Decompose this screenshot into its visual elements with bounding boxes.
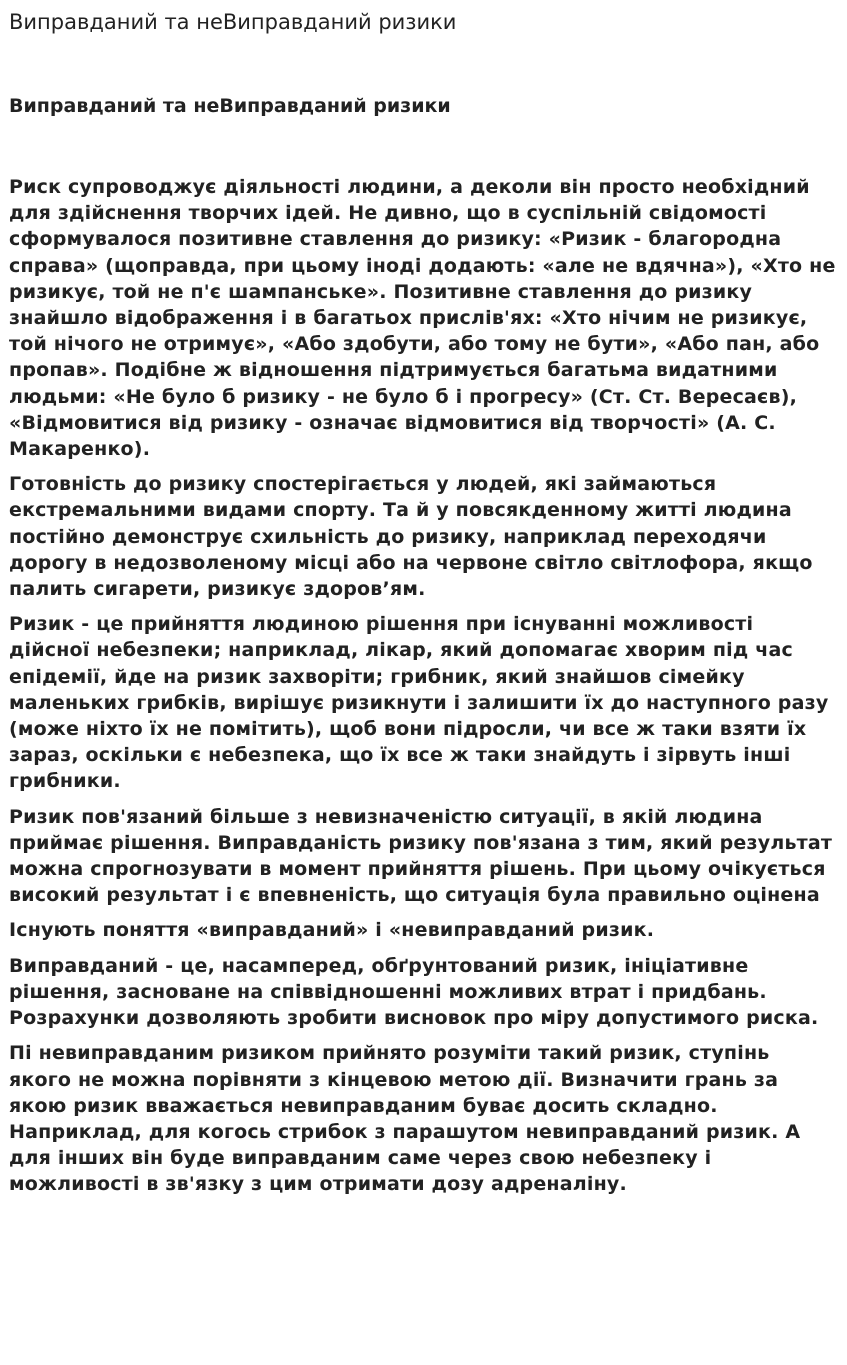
paragraph-concepts: Існують поняття «виправданий» і «невиправданий ризик. — [9, 919, 655, 942]
paragraph-justified: Виправданий - це, насамперед, обґрунтований ризик, ініціативне рішення, засноване на співвідношенні можливих втрат і придбань. Розрахунки дозволяють зробити висновок про міру допустимого риска. — [9, 954, 819, 1030]
paragraph-intro: Риск супроводжує діяльності людини, а деколи він просто необхідний для здійснення творчих ідей. Не дивно, що в суспільній свідомості сформувалося позитивне ставлення до ризику: «Ризик - благородна справа» (щоправда, при цьому іноді додають: «але не вдячна»), «Хто не ризикує, той не п'є шампанське». Позитивне ставлення до ризику знайшло відображення і в багатьох прислів'ях: «Хто нічим не ризикує, той нічого не отримує», «Або здобути, або тому не бути», «Або пан, або пропав». Подібне ж відношення підтримується багатьма видатними людьми: «Не було б ризику - не було б і прогресу» (Ст. Ст. Вересаєв), «Відмовитися від ризику - означає відмовитися від творчості» (А. С. Макаренко). — [9, 176, 836, 461]
page-title: Виправданий та неВиправданий ризики — [9, 10, 457, 34]
paragraph-uncertainty: Ризик пов'язаний більше з невизначеністю ситуації, в якій людина приймає рішення. Виправданість ризику пов'язана з тим, який результат можна спрогнозувати в момент прийняття рішень. При цьому очікується високий результат і є впевненість, що ситуація була правильно оцінена — [9, 805, 833, 907]
paragraph-readiness: Готовність до ризику спостерігається у людей, які займаються екстремальними видами спорту. Та й у повсякденному житті людина постійно демонструє схильність до ризику, наприклад переходячи дорогу в недозволеному місці або на червоне світло світлофора, якщо палить сигарети, ризикує здоров’ям. — [9, 473, 813, 601]
paragraph-risk-definition: Ризик - це прийняття людиною рішення при існуванні можливості дійсної небезпеки; наприклад, лікар, який допомагає хворим під час епідемії, йде на ризик захворіти; грибник, який знайшов сімейку маленьких грибків, вирішує ризикнути і залишити їх до наступного разу (може ніхто їх не помітить), щоб вони підросли, чи все ж таки взяти їх зараз, оскільки є небезпека, що їх все ж таки знайдуть і зірвуть інші грибники. — [9, 613, 829, 793]
article-heading: Виправданий та неВиправданий ризики — [9, 95, 451, 117]
article-body — [9, 174, 838, 1198]
paragraph-unjustified: Пі невиправданим ризиком прийнято розуміти такий ризик, ступінь якого не можна порівняти з кінцевою метою дії. Визначити грань за якою ризик вважається невиправданим буває досить складно. Наприклад, для когось стрибок з парашутом невиправданий ризик. А для інших він буде виправданим саме через свою небезпеку і можливості в зв'язку з цим отримати дозу адреналіну. — [9, 1042, 801, 1196]
document-page — [0, 8, 847, 1198]
